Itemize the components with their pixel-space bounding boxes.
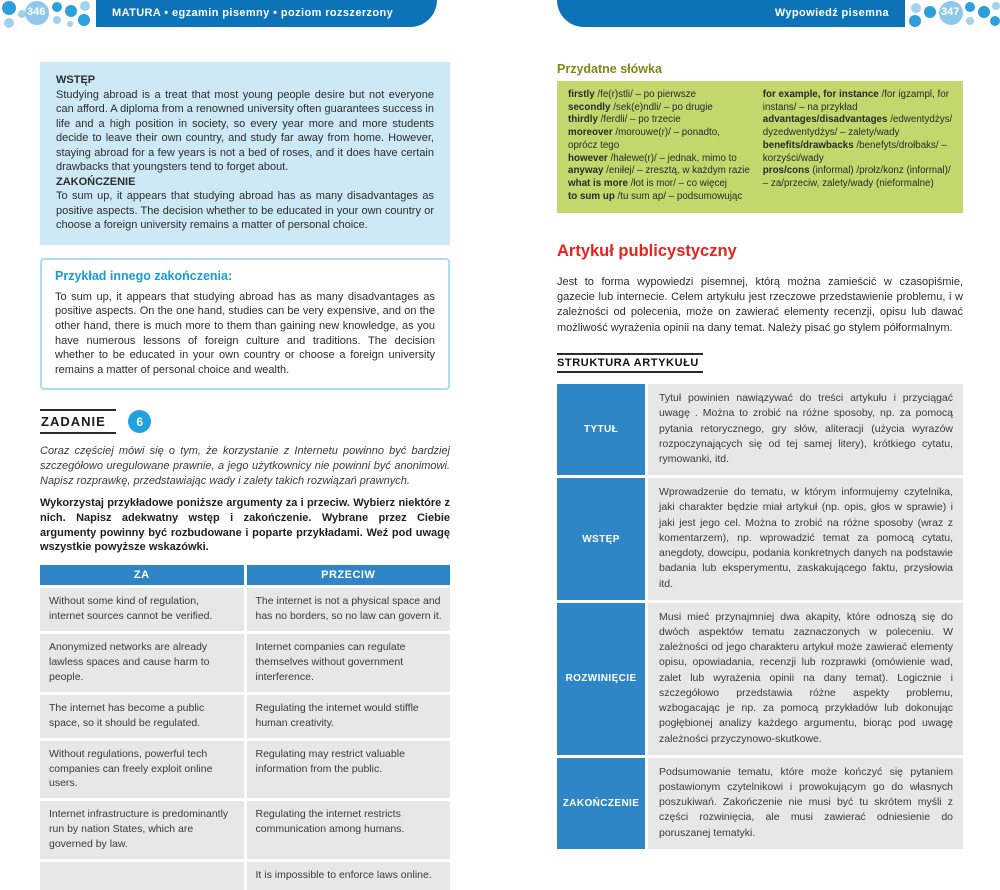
dots-pattern-left — [0, 0, 96, 30]
article-structure-table — [557, 384, 963, 849]
vocab-column-right — [763, 89, 953, 204]
alternative-ending-text: To sum up, it appears that studying abroad has as many disadvantages as positive aspects. On the one hand, studies can be very expensive, and on the other hand, there is much more to them than gaining new knowledge, as you have numerous lessons of foreign culture and traditions. The decision whether to be educated in your own country or choose a foreign university remains a matter of personal choice and wealth. — [55, 290, 435, 376]
vocab-entry: benefits/drawbacks /benefyts/drołbaks/ – korzyści/wady — [762, 139, 947, 164]
structure-row-text: Musi mieć przynajmniej dwa akapity, które odnoszą się do dwóch aspektów tematu zaznaczonych w poleceniu. W zależności od jego charakteru artykuł może zawierać elementy opisu, opowiadania, recenzji lub rozprawki (omówienie wad, zalet lub wyrażenia opinii na dany temat). Logicznie i szczegółowo przedstawia różne aspekty problemu, wzbogacając je np. za pomocą przykładów lub dokonując pogłębionej analizy każdego argumentu, biorąc pod uwagę zależności przyczynowo-skutkowe. — [648, 603, 963, 755]
task-instructions: Wykorzystaj przykładowe poniższe argumenty za i przeciw. Wybierz niektóre z nich. Napisz adekwatny wstęp i zakończenie. Wybrane przez Ciebie argumenty powinny być rozbudowane i poparte przykładami. Weź pod uwagę wszystkie powyższe wskazówki. — [40, 496, 450, 554]
vocab-entry: thirdly /ferdli/ – po trzecie — [568, 114, 681, 126]
structure-label: STRUKTURA ARTYKUŁU — [557, 353, 703, 373]
argument-cell-za — [40, 862, 244, 890]
argument-cell-za: Without some kind of regulation, internet sources cannot be verified. — [40, 588, 244, 631]
vocab-entry: advantages/disadvantages /edwentydżys/ dyzedwentydżys/ – zalety/wady — [762, 114, 953, 139]
header-title-left: MATURA • egzamin pisemny • poziom rozszerzony — [112, 7, 394, 19]
ending-label: ZAKOŃCZENIE — [56, 175, 136, 188]
vocab-entry: what is more /łot is mor/ – co więcej — [568, 178, 727, 190]
table-header-przeciw: PRZECIW — [247, 565, 451, 585]
vocab-entry: however /hałewe(r)/ – jednak, mimo to — [568, 152, 737, 164]
vocab-entry: pros/cons (informal) /prołz/konz (informal)/ – za/przeciw, zalety/wady (nieformalne) — [762, 165, 951, 190]
vocab-entry: for example, for instance /for igzampl, for instans/ – na przykład — [762, 89, 949, 113]
vocab-box — [557, 81, 963, 213]
table-header-za: ZA — [40, 565, 244, 585]
argument-cell-przeciw: The internet is not a physical space and has no borders, so no law can govern it. — [247, 588, 451, 631]
header-title-right: Wypowiedź pisemna — [774, 7, 889, 19]
vocab-entry: firstly /fe(r)stli/ – po pierwsze — [568, 89, 696, 100]
task-prompt: Coraz częściej mówi się o tym, że korzystanie z Internetu powinno być bardziej szczegółowo uregulowane prawnie, a jego użytkownicy nie powinni być anonimowi. Napisz rozprawkę, przedstawiając wady i zalety takich rozwiązań prawnych. — [40, 445, 450, 488]
vocab-entry: secondly /sek(e)ndli/ – po drugie — [568, 101, 713, 113]
arguments-table — [40, 565, 450, 890]
argument-cell-przeciw: It is impossible to enforce laws online. — [247, 862, 451, 890]
vocab-entry: anyway /eniłej/ – zresztą, w każdym razie — [568, 165, 750, 177]
alternative-ending-title: Przykład innego zakończenia: — [55, 268, 233, 283]
article-section-title: Artykuł publicystyczny — [557, 241, 737, 260]
argument-cell-przeciw: Regulating may restrict valuable information from the public. — [247, 741, 451, 799]
argument-cell-za: Without regulations, powerful tech companies can freely exploit online users. — [40, 741, 244, 799]
vocab-column-left — [568, 89, 751, 204]
argument-cell-za: Internet infrastructure is predominantly run by nation States, which are governed by law. — [40, 801, 244, 859]
article-description: Jest to forma wypowiedzi pisemnej, którą można zamieścić w czasopiśmie, gazecie lub internecie. Celem artykułu jest rzeczowe przedstawienie problemu, i w zależności od polecenia, może on zawierać elementy recenzji, opisu lub dawać możliwość wyrażenia opinii na dany temat. Należy pisać go stylem półformalnym. — [557, 275, 963, 334]
structure-row-text: Wprowadzenie do tematu, w którym informujemy czytelnika, jaki charakter będzie miał artykuł (np. opis, głos w sprawie) i jaki jest jego cel. Można to zrobić na różne sposoby (wraz z komentarzem), np. wprowadzić temat za pomocą cytatu, anegdoty, dowcipu, podania konkretnych danych na podstawie badania lub eksperymentu, zaskakującego faktu, przysłowia itd. — [648, 478, 963, 600]
argument-cell-za: Anonymized networks are already lawless spaces and cause harm to people. — [40, 634, 244, 692]
task-number-badge: 6 — [128, 410, 151, 433]
vocab-entry: moreover /morouwe(r)/ – ponadto, oprócz tego — [568, 127, 720, 151]
page-number-left: 346 — [27, 6, 46, 18]
intro-label: WSTĘP — [56, 74, 96, 86]
structure-row-label: TYTUŁ — [557, 384, 645, 475]
vocab-title: Przydatne słówka — [557, 62, 662, 76]
vocab-entry: to sum up /tu sum ap/ – podsumowując — [568, 190, 743, 202]
page-number-right: 347 — [941, 6, 960, 18]
header-banner-left — [96, 0, 437, 27]
task-header — [40, 409, 450, 435]
intro-text: Studying abroad is a treat that most young people desire but not everyone can afford. A diploma from a renowned university often guarantees success in life and a high position in society, so every year more and more students decide to leave their own country, and study far away from home. However, staying abroad for a few years is not a bed of roses, and it does have certain drawbacks that youngsters tend to forget about. — [56, 88, 434, 174]
argument-cell-przeciw: Regulating the internet would stiffle human creativity. — [247, 695, 451, 738]
argument-cell-za: The internet has become a public space, so it should be regulated. — [40, 695, 244, 738]
left-page — [40, 62, 450, 890]
ending-text: To sum up, it appears that studying abroad has as many disadvantages as positive aspects. The decision whether to be educated in your own country or choose a foreign university remains a matter of personal choice. — [56, 190, 434, 232]
structure-row-text: Tytuł powinien nawiązywać do treści artykułu i przyciągać uwagę . Można to zrobić na różne sposoby, np. za pomocą pytania retorycznego, gry słów, aliteracji (użycia wyrazów rozpoczynających się od tej samej litery), krótkiego cytatu, rymowanki, itd. — [648, 384, 963, 475]
model-essay-box — [40, 62, 450, 245]
argument-cell-przeciw: Internet companies can regulate themselves without government interference. — [247, 634, 451, 692]
header-banner-right — [557, 0, 905, 27]
task-label: ZADANIE — [40, 409, 116, 434]
structure-row-label: ZAKOŃCZENIE — [557, 758, 645, 849]
right-page — [557, 62, 963, 849]
alternative-ending-box — [40, 258, 450, 391]
structure-row-text: Podsumowanie tematu, które może kończyć się pytaniem postawionym czytelnikowi i prowokującym go do własnych poszukiwań. Zakończenie nie musi być tu skrótem myśli z części rozwinięcia, ale musi zawierać odniesienie do poruszanej tematyki. — [648, 758, 963, 849]
argument-cell-przeciw: Regulating the internet restricts communication among humans. — [247, 801, 451, 859]
structure-row-label: ROZWINIĘCIE — [557, 603, 645, 755]
structure-row-label: WSTĘP — [557, 478, 645, 600]
